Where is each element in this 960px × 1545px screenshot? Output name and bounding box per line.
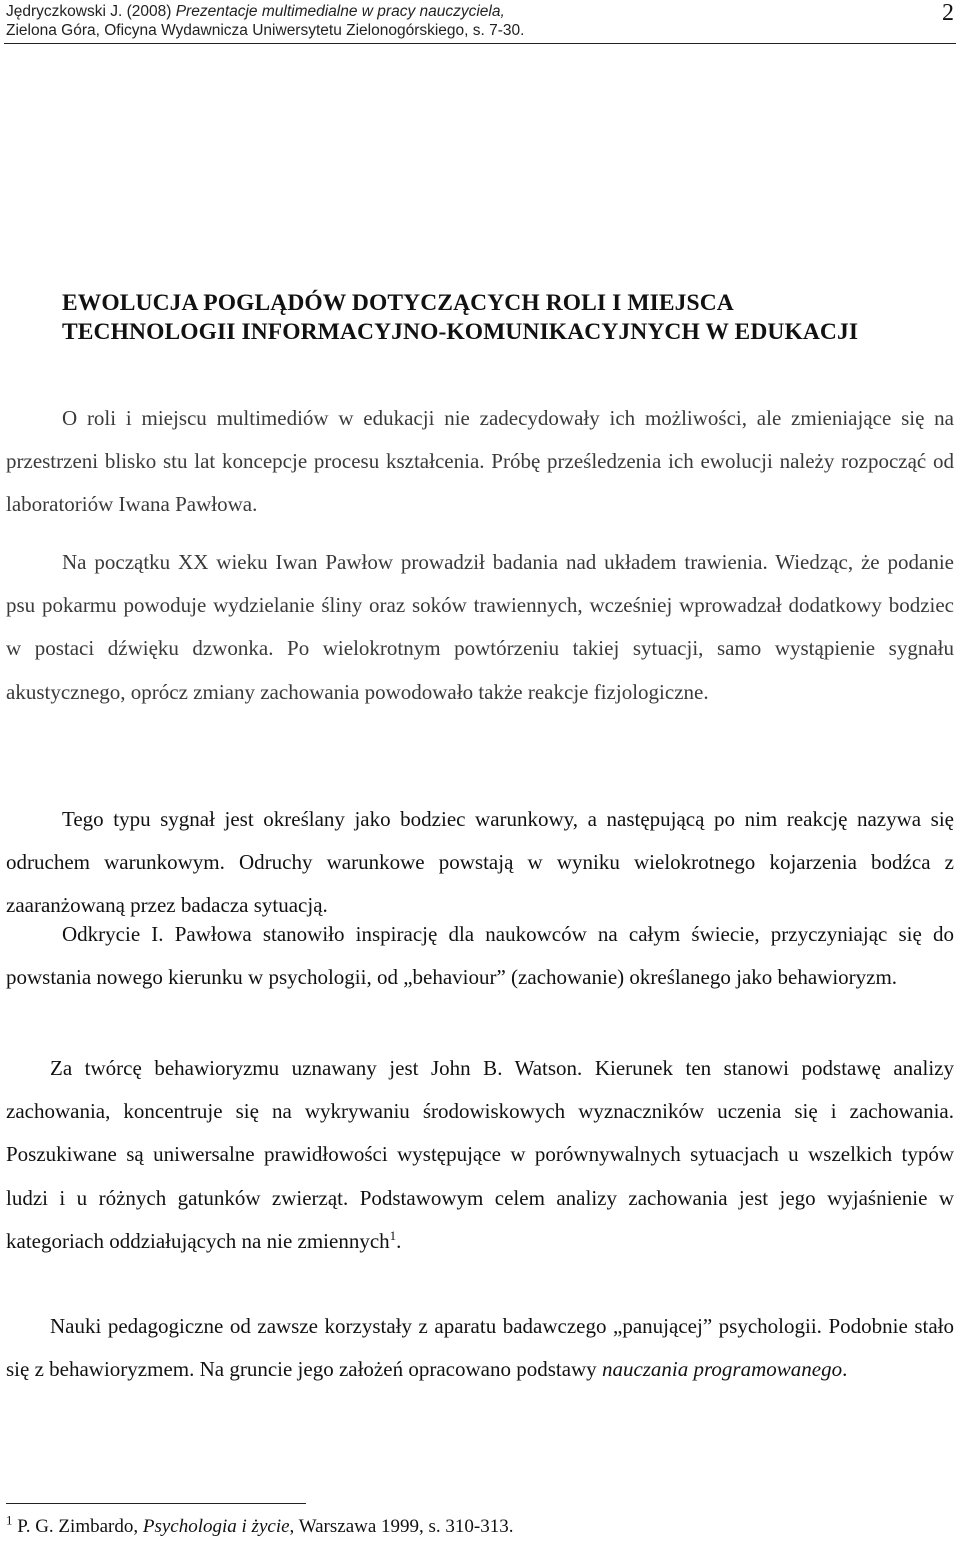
paragraph-5-end: . [396, 1228, 402, 1253]
header-divider [4, 43, 956, 44]
header-citation-line-2: Zielona Góra, Oficyna Wydawnicza Uniwersytetu Zielonogórskiego, s. 7-30. [6, 22, 525, 39]
page-number: 2 [942, 0, 954, 26]
footnote-book-title: Psychologia i życie [142, 1516, 290, 1537]
footnote-author: P. G. Zimbardo, [12, 1516, 143, 1537]
paragraph-4-text: Odkrycie I. Pawłowa stanowiło inspirację dla naukowców na całym świecie, przyczyniając się do powstania nowego kierunku w psychologii, od „behaviour” (zachowanie) określanego jako behawioryzm. [6, 922, 954, 990]
paragraph-1 [6, 397, 954, 527]
paragraph-6-text [6, 1305, 954, 1391]
paragraph-2 [6, 541, 954, 714]
paragraph-1-text: O roli i miejscu multimediów w edukacji nie zadecydowały ich możliwości, ale zmieniające się na przestrzeni blisko stu lat koncepcje procesu kształcenia. Próbę prześledzenia ich ewolucji należy rozpocząć od laboratoriów Iwana Pawłowa. [6, 406, 954, 517]
header-book-title: Prezentacje multimedialne w pracy nauczyciela, [175, 3, 505, 20]
paragraph-3 [6, 798, 954, 928]
footnote-publication: , Warszawa 1999, s. 310-313. [289, 1516, 514, 1537]
paragraph-6 [6, 1305, 954, 1391]
paragraph-2-text: Na początku XX wieku Iwan Pawłow prowadził badania nad układem trawienia. Wiedząc, że podanie psu pokarmu powoduje wydzielanie śliny oraz soków trawiennych, wcześniej wprowadzał dodatkowy bodziec w postaci dźwięku dzwonka. Po wielokrotnym powtórzeniu takiej sytuacji, samo wystąpienie sygnału akustycznego, oprócz zmiany zachowania powodowało także reakcje fizjologiczne. [6, 550, 954, 704]
footnote-marker: 1 [6, 1512, 13, 1528]
paragraph-6-body: Nauki pedagogiczne od zawsze korzystały z aparatu badawczego „panującej” psychologii. Podobnie stało się z behawioryzmem. Na gruncie jego założeń opracowano podstawy [6, 1314, 954, 1382]
chapter-title-line-1: EWOLUCJA POGLĄDÓW DOTYCZĄCYCH ROLI I MIEJSCA [62, 290, 734, 316]
paragraph-6-emphasis: nauczania programowanego [601, 1357, 843, 1382]
paragraph-5-body: Za twórcę behawioryzmu uznawany jest John B. Watson. Kierunek ten stanowi podstawę analizy zachowania, koncentruje się na wykrywaniu środowiskowych wyznaczników uczenia się i zachowania. Poszukiwane są uniwersalne prawidłowości występujące w porównywalnych sytuacjach u wszelkich typów ludzi i u różnych gatunków zwierząt. Podstawowym celem analizy zachowania jest jego wyjaśnienie w kategoriach oddziałujących na nie zmiennych [6, 1056, 954, 1253]
paragraph-5-text [6, 1047, 954, 1263]
paragraph-6-end: . [842, 1357, 848, 1382]
footnote [6, 1512, 946, 1539]
paragraph-4 [6, 913, 954, 999]
paragraph-3-text: Tego typu sygnał jest określany jako bodziec warunkowy, a następującą po nim reakcję nazywa się odruchem warunkowym. Odruchy warunkowe powstają w wyniku wielokrotnego kojarzenia bodźca z zaaranżowaną przez badacza sytuacją. [6, 807, 954, 918]
paragraph-5 [6, 1047, 954, 1263]
header-author-year: Jędryczkowski J. (2008) [6, 3, 176, 20]
chapter-title-line-2: TECHNOLOGII INFORMACYJNO-KOMUNIKACYJNYCH W EDUKACJI [62, 319, 859, 345]
footnote-divider [6, 1503, 306, 1504]
chapter-title [62, 289, 942, 347]
header-citation-line-1 [6, 2, 952, 21]
running-header [6, 2, 952, 40]
footnote-reference[interactable]: 1 [389, 1227, 397, 1243]
